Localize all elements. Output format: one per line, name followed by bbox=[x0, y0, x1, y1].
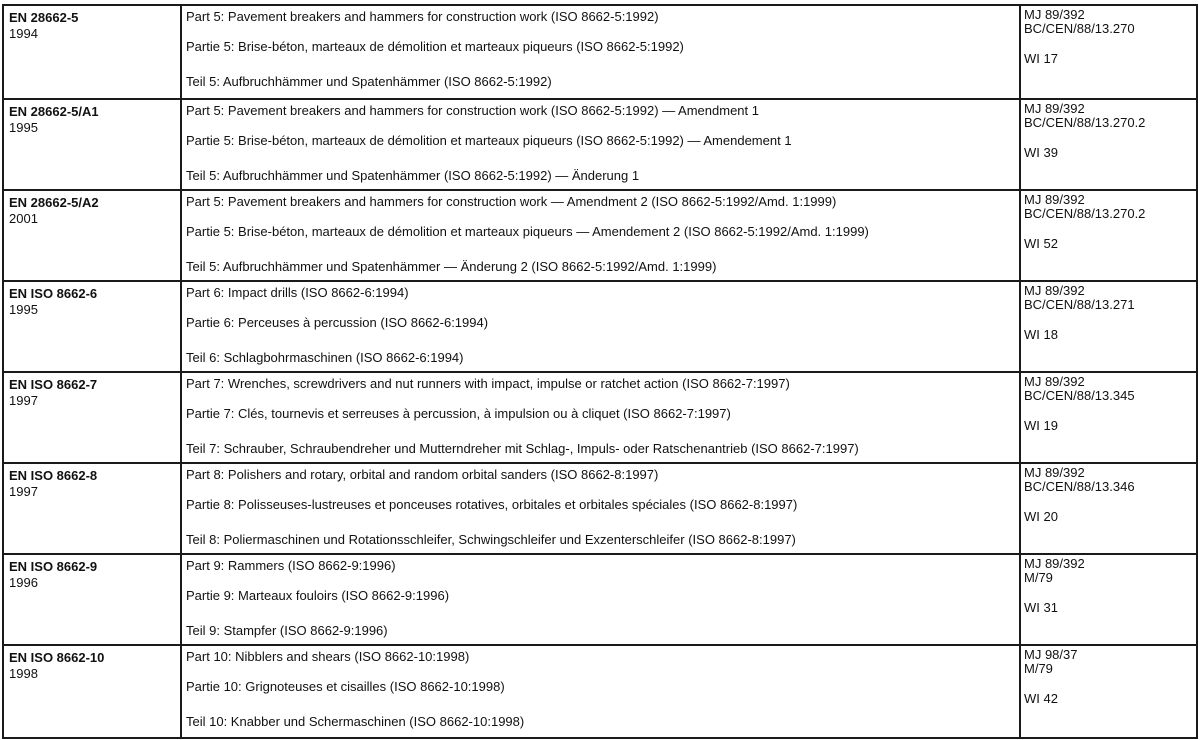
title-german: Teil 8: Poliermaschinen und Rotationsschleifer, Schwingschleifer und Exzenterschleifer (ISO 8662-8:1997) bbox=[186, 532, 796, 547]
standard-cell bbox=[3, 99, 181, 190]
directive-reference: MJ 89/392 bbox=[1024, 283, 1085, 298]
mandate-reference: BC/CEN/88/13.270.2 bbox=[1024, 206, 1146, 221]
title-english: Part 5: Pavement breakers and hammers for construction work (ISO 8662-5:1992) bbox=[186, 9, 659, 24]
title-cell bbox=[181, 99, 1020, 190]
standard-cell bbox=[3, 5, 181, 99]
reference-cell bbox=[1020, 190, 1197, 281]
reference-cell bbox=[1020, 463, 1197, 554]
work-item-reference: WI 19 bbox=[1024, 418, 1058, 433]
standard-cell bbox=[3, 281, 181, 372]
reference-cell bbox=[1020, 645, 1197, 738]
title-german: Teil 6: Schlagbohrmaschinen (ISO 8662-6:1994) bbox=[186, 350, 464, 365]
directive-reference: MJ 98/37 bbox=[1024, 647, 1078, 662]
title-german: Teil 9: Stampfer (ISO 8662-9:1996) bbox=[186, 623, 388, 638]
title-german: Teil 5: Aufbruchhämmer und Spatenhämmer (ISO 8662-5:1992) — Änderung 1 bbox=[186, 168, 640, 183]
table-row bbox=[3, 5, 1197, 99]
standard-cell bbox=[3, 645, 181, 738]
title-cell bbox=[181, 645, 1020, 738]
standard-code: EN 28662-5 bbox=[9, 10, 79, 25]
title-cell bbox=[181, 5, 1020, 99]
title-german: Teil 5: Aufbruchhämmer und Spatenhämmer — Änderung 2 (ISO 8662-5:1992/Amd. 1:1999) bbox=[186, 259, 717, 274]
title-french: Partie 5: Brise-béton, marteaux de démolition et marteaux piqueurs — Amendement 2 (ISO 8662-5:1992/Amd. 1:1999) bbox=[186, 224, 869, 239]
title-french: Partie 10: Grignoteuses et cisailles (ISO 8662-10:1998) bbox=[186, 679, 505, 694]
standard-code: EN ISO 8662-9 bbox=[9, 559, 98, 574]
title-german: Teil 7: Schrauber, Schraubendreher und Mutterndreher mit Schlag-, Impuls- oder Ratschenantrieb (ISO 8662-7:1997) bbox=[186, 441, 859, 456]
title-english: Part 5: Pavement breakers and hammers for construction work — Amendment 2 (ISO 8662-5:1992/Amd. 1:1999) bbox=[186, 194, 837, 209]
title-english: Part 6: Impact drills (ISO 8662-6:1994) bbox=[186, 285, 409, 300]
table-row bbox=[3, 372, 1197, 463]
standard-cell bbox=[3, 463, 181, 554]
mandate-reference: BC/CEN/88/13.345 bbox=[1024, 388, 1135, 403]
standard-year: 1996 bbox=[9, 575, 38, 590]
directive-reference: MJ 89/392 bbox=[1024, 192, 1085, 207]
title-english: Part 5: Pavement breakers and hammers for construction work (ISO 8662-5:1992) — Amendment 1 bbox=[186, 103, 759, 118]
title-german: Teil 10: Knabber und Schermaschinen (ISO 8662-10:1998) bbox=[186, 714, 525, 729]
reference-cell bbox=[1020, 5, 1197, 99]
work-item-reference: WI 17 bbox=[1024, 51, 1058, 66]
title-english: Part 7: Wrenches, screwdrivers and nut runners with impact, impulse or ratchet action (ISO 8662-7:1997) bbox=[186, 376, 790, 391]
title-english: Part 8: Polishers and rotary, orbital and random orbital sanders (ISO 8662-8:1997) bbox=[186, 467, 659, 482]
standard-year: 1998 bbox=[9, 666, 38, 681]
title-german: Teil 5: Aufbruchhämmer und Spatenhämmer (ISO 8662-5:1992) bbox=[186, 74, 552, 89]
title-french: Partie 6: Perceuses à percussion (ISO 8662-6:1994) bbox=[186, 315, 489, 330]
table-row bbox=[3, 190, 1197, 281]
title-french: Partie 5: Brise-béton, marteaux de démolition et marteaux piqueurs (ISO 8662-5:1992) — Amendement 1 bbox=[186, 133, 792, 148]
table-row bbox=[3, 554, 1197, 645]
standard-code: EN ISO 8662-8 bbox=[9, 468, 98, 483]
title-french: Partie 7: Clés, tournevis et serreuses à percussion, à impulsion ou à cliquet (ISO 8662-7:1997) bbox=[186, 406, 731, 421]
mandate-reference: M/79 bbox=[1024, 570, 1053, 585]
standard-cell bbox=[3, 554, 181, 645]
standard-code: EN ISO 8662-7 bbox=[9, 377, 98, 392]
table-row bbox=[3, 645, 1197, 738]
standard-code: EN ISO 8662-10 bbox=[9, 650, 105, 665]
title-cell bbox=[181, 554, 1020, 645]
work-item-reference: WI 18 bbox=[1024, 327, 1058, 342]
title-french: Partie 5: Brise-béton, marteaux de démolition et marteaux piqueurs (ISO 8662-5:1992) bbox=[186, 39, 684, 54]
standard-year: 1995 bbox=[9, 302, 38, 317]
work-item-reference: WI 31 bbox=[1024, 600, 1058, 615]
standards-table bbox=[2, 4, 1198, 739]
mandate-reference: M/79 bbox=[1024, 661, 1053, 676]
work-item-reference: WI 39 bbox=[1024, 145, 1058, 160]
mandate-reference: BC/CEN/88/13.270.2 bbox=[1024, 115, 1146, 130]
title-english: Part 9: Rammers (ISO 8662-9:1996) bbox=[186, 558, 396, 573]
standard-year: 1995 bbox=[9, 120, 38, 135]
reference-cell bbox=[1020, 554, 1197, 645]
standard-year: 2001 bbox=[9, 211, 38, 226]
standard-year: 1994 bbox=[9, 26, 38, 41]
title-french: Partie 8: Polisseuses-lustreuses et ponceuses rotatives, orbitales et orbitales spéciales (ISO 8662-8:1997) bbox=[186, 497, 798, 512]
standard-cell bbox=[3, 190, 181, 281]
title-cell bbox=[181, 372, 1020, 463]
reference-cell bbox=[1020, 281, 1197, 372]
directive-reference: MJ 89/392 bbox=[1024, 465, 1085, 480]
title-french: Partie 9: Marteaux fouloirs (ISO 8662-9:1996) bbox=[186, 588, 450, 603]
directive-reference: MJ 89/392 bbox=[1024, 556, 1085, 571]
title-cell bbox=[181, 281, 1020, 372]
standard-code: EN 28662-5/A1 bbox=[9, 104, 99, 119]
title-cell bbox=[181, 463, 1020, 554]
table-row bbox=[3, 99, 1197, 190]
work-item-reference: WI 42 bbox=[1024, 691, 1058, 706]
reference-cell bbox=[1020, 372, 1197, 463]
work-item-reference: WI 20 bbox=[1024, 509, 1058, 524]
mandate-reference: BC/CEN/88/13.346 bbox=[1024, 479, 1135, 494]
title-english: Part 10: Nibblers and shears (ISO 8662-10:1998) bbox=[186, 649, 470, 664]
standard-cell bbox=[3, 372, 181, 463]
mandate-reference: BC/CEN/88/13.271 bbox=[1024, 297, 1135, 312]
standard-year: 1997 bbox=[9, 393, 38, 408]
reference-cell bbox=[1020, 99, 1197, 190]
directive-reference: MJ 89/392 bbox=[1024, 7, 1085, 22]
work-item-reference: WI 52 bbox=[1024, 236, 1058, 251]
title-cell bbox=[181, 190, 1020, 281]
table-row bbox=[3, 281, 1197, 372]
standard-year: 1997 bbox=[9, 484, 38, 499]
standard-code: EN 28662-5/A2 bbox=[9, 195, 99, 210]
standard-code: EN ISO 8662-6 bbox=[9, 286, 98, 301]
standards-table-body bbox=[3, 5, 1197, 738]
mandate-reference: BC/CEN/88/13.270 bbox=[1024, 21, 1135, 36]
directive-reference: MJ 89/392 bbox=[1024, 374, 1085, 389]
directive-reference: MJ 89/392 bbox=[1024, 101, 1085, 116]
table-row bbox=[3, 463, 1197, 554]
